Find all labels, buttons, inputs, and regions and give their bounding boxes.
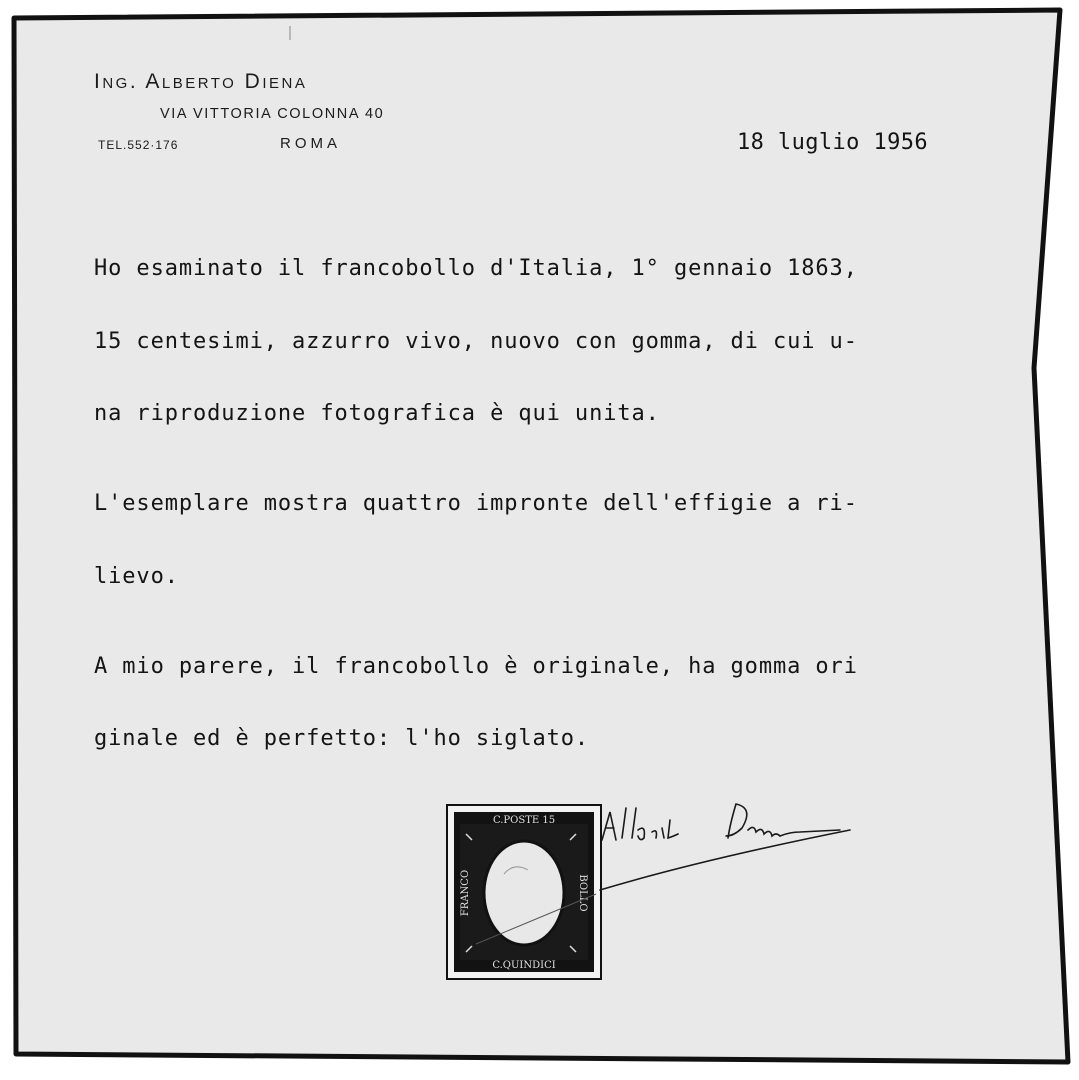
body-line: lievo. — [94, 564, 179, 589]
letterhead-tel: TEL.552·176 — [98, 138, 179, 152]
body-line: 15 centesimi, azzurro vivo, nuovo con gomma, di cui u- — [94, 329, 858, 354]
letterhead-city: ROMA — [280, 135, 341, 152]
letterhead-name: Ing. Alberto Diena — [94, 70, 308, 93]
body-line: ginale ed è perfetto: l'ho siglato. — [94, 726, 590, 751]
stamp-right-text: BOLLO — [577, 874, 588, 912]
letterhead-address: VIA VITTORIA COLONNA 40 — [160, 106, 385, 122]
stamp-top-text: C.POSTE 15 — [492, 815, 556, 826]
stamp-bottom-text: C.QUINDICI — [492, 960, 556, 971]
body-line: L'esemplare mostra quattro impronte dell'effigie a ri- — [94, 491, 858, 516]
signature — [560, 780, 860, 960]
stamp-left-text: FRANCO — [460, 869, 471, 917]
body-line: na riproduzione fotografica è qui unita. — [94, 401, 660, 426]
body-line: A mio parere, il francobollo è originale, ha gomma ori — [94, 654, 858, 679]
body-line: Ho esaminato il francobollo d'Italia, 1° gennaio 1863, — [94, 256, 858, 281]
letter-date: 18 luglio 1956 — [737, 130, 929, 155]
